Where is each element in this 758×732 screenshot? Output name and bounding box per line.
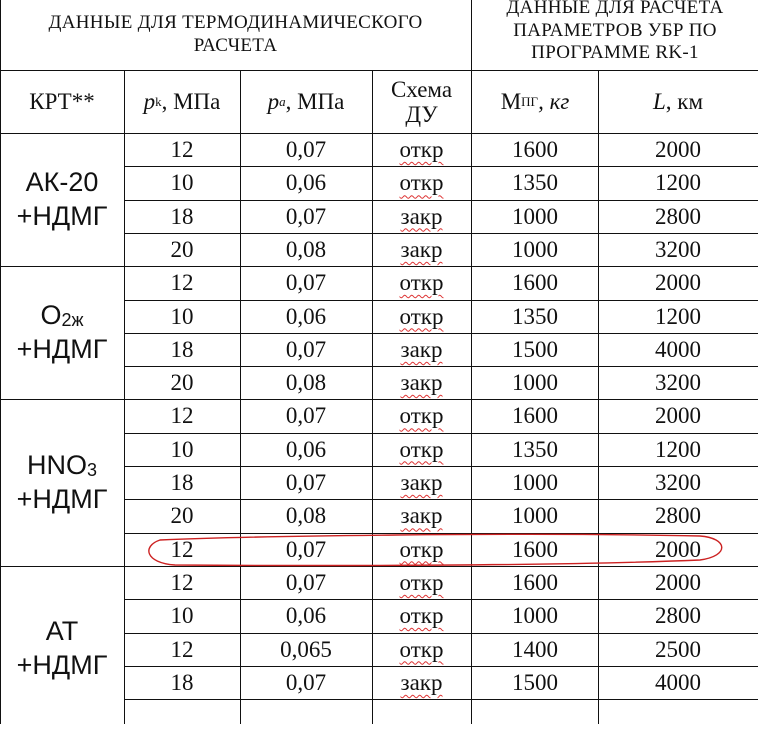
cell-mpg: 1600 xyxy=(512,137,558,162)
cell-scheme: откр xyxy=(399,569,444,595)
cell-pk: 18 xyxy=(170,470,194,495)
fuel-label: $HNO_3$ +НДМГ xyxy=(16,449,108,514)
cell-scheme: закр xyxy=(400,470,443,495)
cell-pa: 0,07 xyxy=(285,536,327,562)
cell-l: 2000 xyxy=(655,536,701,562)
cell-scheme: откр xyxy=(399,303,444,329)
cell-pk: 20 xyxy=(170,503,194,529)
cell-l: 3200 xyxy=(655,370,701,396)
cell-mpg: 1000 xyxy=(512,236,558,262)
fuel-label: АК-20 +НДМГ xyxy=(16,166,108,231)
cell-pa: 0,07 xyxy=(285,137,327,162)
cell-pa: 0,06 xyxy=(285,603,327,629)
cell-pa: 0,06 xyxy=(285,436,327,462)
cell-pa: 0,07 xyxy=(285,403,327,429)
cell-pa: 0,07 xyxy=(285,669,327,695)
cell-mpg: 1600 xyxy=(512,403,558,429)
cell-scheme: откр xyxy=(399,403,444,429)
cell-mpg: 1000 xyxy=(512,603,558,629)
col-pk: p k , МПа xyxy=(143,89,221,115)
cell-scheme: откр xyxy=(399,270,444,296)
cell-mpg: 1000 xyxy=(512,503,558,529)
cell-pk: 10 xyxy=(170,436,194,462)
header-thermo: ДАННЫЕ ДЛЯ ТЕРМОДИНАМИЧЕСКОГО РАСЧЕТА xyxy=(48,12,423,56)
col-pa: p a , МПа xyxy=(267,89,345,115)
cell-pa: 0,08 xyxy=(285,236,327,262)
cell-pk: 12 xyxy=(170,569,194,595)
cell-l: 1200 xyxy=(655,436,701,462)
cell-scheme: откр xyxy=(399,436,444,462)
cell-pk: 20 xyxy=(170,370,194,396)
cell-mpg: 1350 xyxy=(512,303,558,329)
cell-scheme: откр xyxy=(399,137,444,162)
cell-pk: 12 xyxy=(170,403,194,429)
cell-pa: 0,065 xyxy=(280,636,332,662)
cell-pa: 0,06 xyxy=(285,170,327,196)
cell-pa: 0,07 xyxy=(285,569,327,595)
cell-mpg: 1600 xyxy=(512,569,558,595)
col-scheme: Схема ДУ xyxy=(390,76,453,127)
cell-mpg: 1600 xyxy=(512,270,558,296)
cell-l: 1200 xyxy=(655,170,701,196)
cell-scheme: закр xyxy=(400,669,443,695)
cell-pk: 10 xyxy=(170,603,194,629)
cell-pk: 12 xyxy=(170,536,194,562)
cell-pa: 0,07 xyxy=(285,270,327,296)
cell-l: 2800 xyxy=(655,203,701,229)
cell-pk: 18 xyxy=(170,203,194,229)
cell-pa: 0,08 xyxy=(285,503,327,529)
cell-l: 3200 xyxy=(655,470,701,495)
cell-pa: 0,07 xyxy=(285,203,327,229)
cell-l: 3200 xyxy=(655,236,701,262)
cell-mpg: 1500 xyxy=(512,336,558,362)
cell-l: 2000 xyxy=(655,403,701,429)
cell-scheme: откр xyxy=(399,603,444,629)
cell-pk: 12 xyxy=(170,137,194,162)
cell-scheme: откр xyxy=(399,170,444,196)
cell-pa: 0,07 xyxy=(285,470,327,495)
cell-pk: 18 xyxy=(170,336,194,362)
cell-scheme: закр xyxy=(400,336,443,362)
cell-scheme: откр xyxy=(399,536,444,562)
cell-pk: 10 xyxy=(170,303,194,329)
col-mpg: М ПГ , кг xyxy=(500,89,570,115)
cell-mpg: 1350 xyxy=(512,436,558,462)
cell-pk: 20 xyxy=(170,236,194,262)
cell-mpg: 1400 xyxy=(512,636,558,662)
cell-l: 2800 xyxy=(655,503,701,529)
fuel-label: $О_{2ж}$ +НДМГ xyxy=(16,300,108,364)
cell-l: 2000 xyxy=(655,569,701,595)
cell-l: 4000 xyxy=(655,336,701,362)
cell-mpg: 1000 xyxy=(512,203,558,229)
cell-pk: 18 xyxy=(170,669,194,695)
cell-pk: 12 xyxy=(170,270,194,296)
cell-pa: 0,07 xyxy=(285,336,327,362)
cell-scheme: закр xyxy=(400,203,443,229)
cell-scheme: закр xyxy=(400,370,443,396)
cell-scheme: закр xyxy=(400,503,443,529)
col-l: L , км xyxy=(652,89,704,115)
col-krt: КРТ** xyxy=(29,89,95,115)
cell-mpg: 1350 xyxy=(512,170,558,196)
cell-pk: 10 xyxy=(170,170,194,196)
cell-scheme: закр xyxy=(400,236,443,262)
cell-scheme: откр xyxy=(399,636,444,662)
cell-pk: 12 xyxy=(170,636,194,662)
cell-mpg: 1500 xyxy=(512,669,558,695)
cell-mpg: 1600 xyxy=(512,536,558,562)
cell-pa: 0,08 xyxy=(285,370,327,396)
header-rk1: ДАННЫЕ ДЛЯ РАСЧЕТА ПАРАМЕТРОВ УБР ПО ПРОГРАММЕ RK-1 xyxy=(506,0,724,64)
cell-mpg: 1000 xyxy=(512,370,558,396)
cell-l: 2000 xyxy=(655,270,701,296)
cell-l: 2500 xyxy=(655,636,701,662)
cell-l: 1200 xyxy=(655,303,701,329)
cell-l: 2800 xyxy=(655,603,701,629)
cell-pa: 0,06 xyxy=(285,303,327,329)
cell-l: 2000 xyxy=(655,137,701,162)
cell-mpg: 1000 xyxy=(512,470,558,495)
fuel-label: АТ +НДМГ xyxy=(16,616,108,681)
cell-l: 4000 xyxy=(655,669,701,695)
